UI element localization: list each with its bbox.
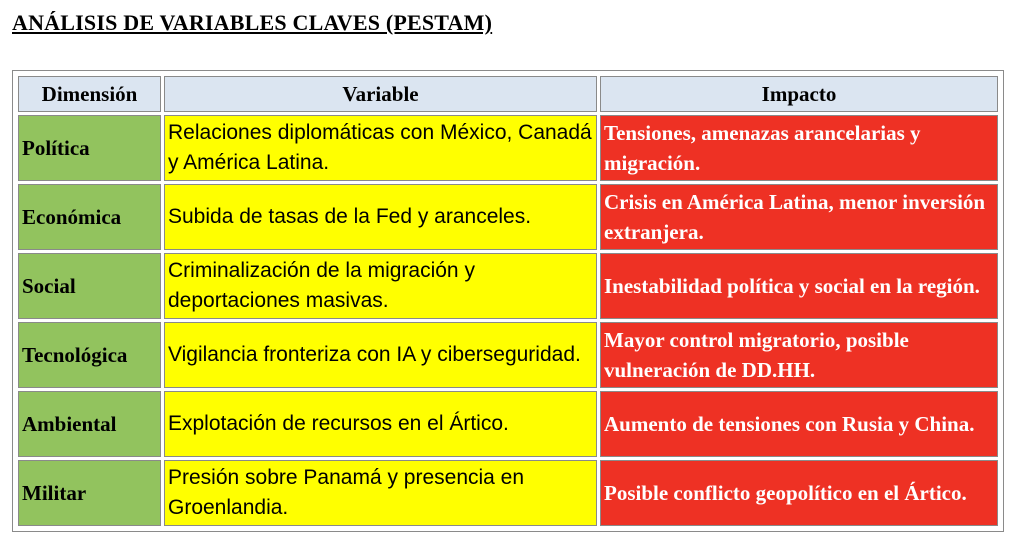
table-header-row xyxy=(18,76,998,112)
dimension-cell: Ambiental xyxy=(18,391,161,457)
pestam-table xyxy=(15,73,1001,529)
dimension-cell: Política xyxy=(18,115,161,181)
table-row-ambiental xyxy=(18,391,998,457)
variable-cell: Relaciones diplomáticas con México, Canadá y América Latina. xyxy=(164,115,597,181)
header-variable: Variable xyxy=(164,76,597,112)
table-row-politica xyxy=(18,115,998,181)
dimension-cell: Militar xyxy=(18,460,161,526)
impacto-cell: Posible conflicto geopolítico en el Ártico. xyxy=(600,460,998,526)
header-dimension: Dimensión xyxy=(18,76,161,112)
dimension-cell: Tecnológica xyxy=(18,322,161,388)
table-row-social xyxy=(18,253,998,319)
table-row-militar xyxy=(18,460,998,526)
pestam-table-container xyxy=(12,70,1004,532)
header-impacto: Impacto xyxy=(600,76,998,112)
table-row-tecnologica xyxy=(18,322,998,388)
table-row-economica xyxy=(18,184,998,250)
variable-cell: Subida de tasas de la Fed y aranceles. xyxy=(164,184,597,250)
dimension-cell: Económica xyxy=(18,184,161,250)
impacto-cell: Mayor control migratorio, posible vulneración de DD.HH. xyxy=(600,322,998,388)
variable-cell: Vigilancia fronteriza con IA y ciberseguridad. xyxy=(164,322,597,388)
variable-cell: Criminalización de la migración y deportaciones masivas. xyxy=(164,253,597,319)
dimension-cell: Social xyxy=(18,253,161,319)
impacto-cell: Tensiones, amenazas arancelarias y migración. xyxy=(600,115,998,181)
impacto-cell: Inestabilidad política y social en la región. xyxy=(600,253,998,319)
impacto-cell: Aumento de tensiones con Rusia y China. xyxy=(600,391,998,457)
variable-cell: Presión sobre Panamá y presencia en Groenlandia. xyxy=(164,460,597,526)
impacto-cell: Crisis en América Latina, menor inversión extranjera. xyxy=(600,184,998,250)
document-title: ANÁLISIS DE VARIABLES CLAVES (PESTAM) xyxy=(12,10,493,35)
variable-cell: Explotación de recursos en el Ártico. xyxy=(164,391,597,457)
